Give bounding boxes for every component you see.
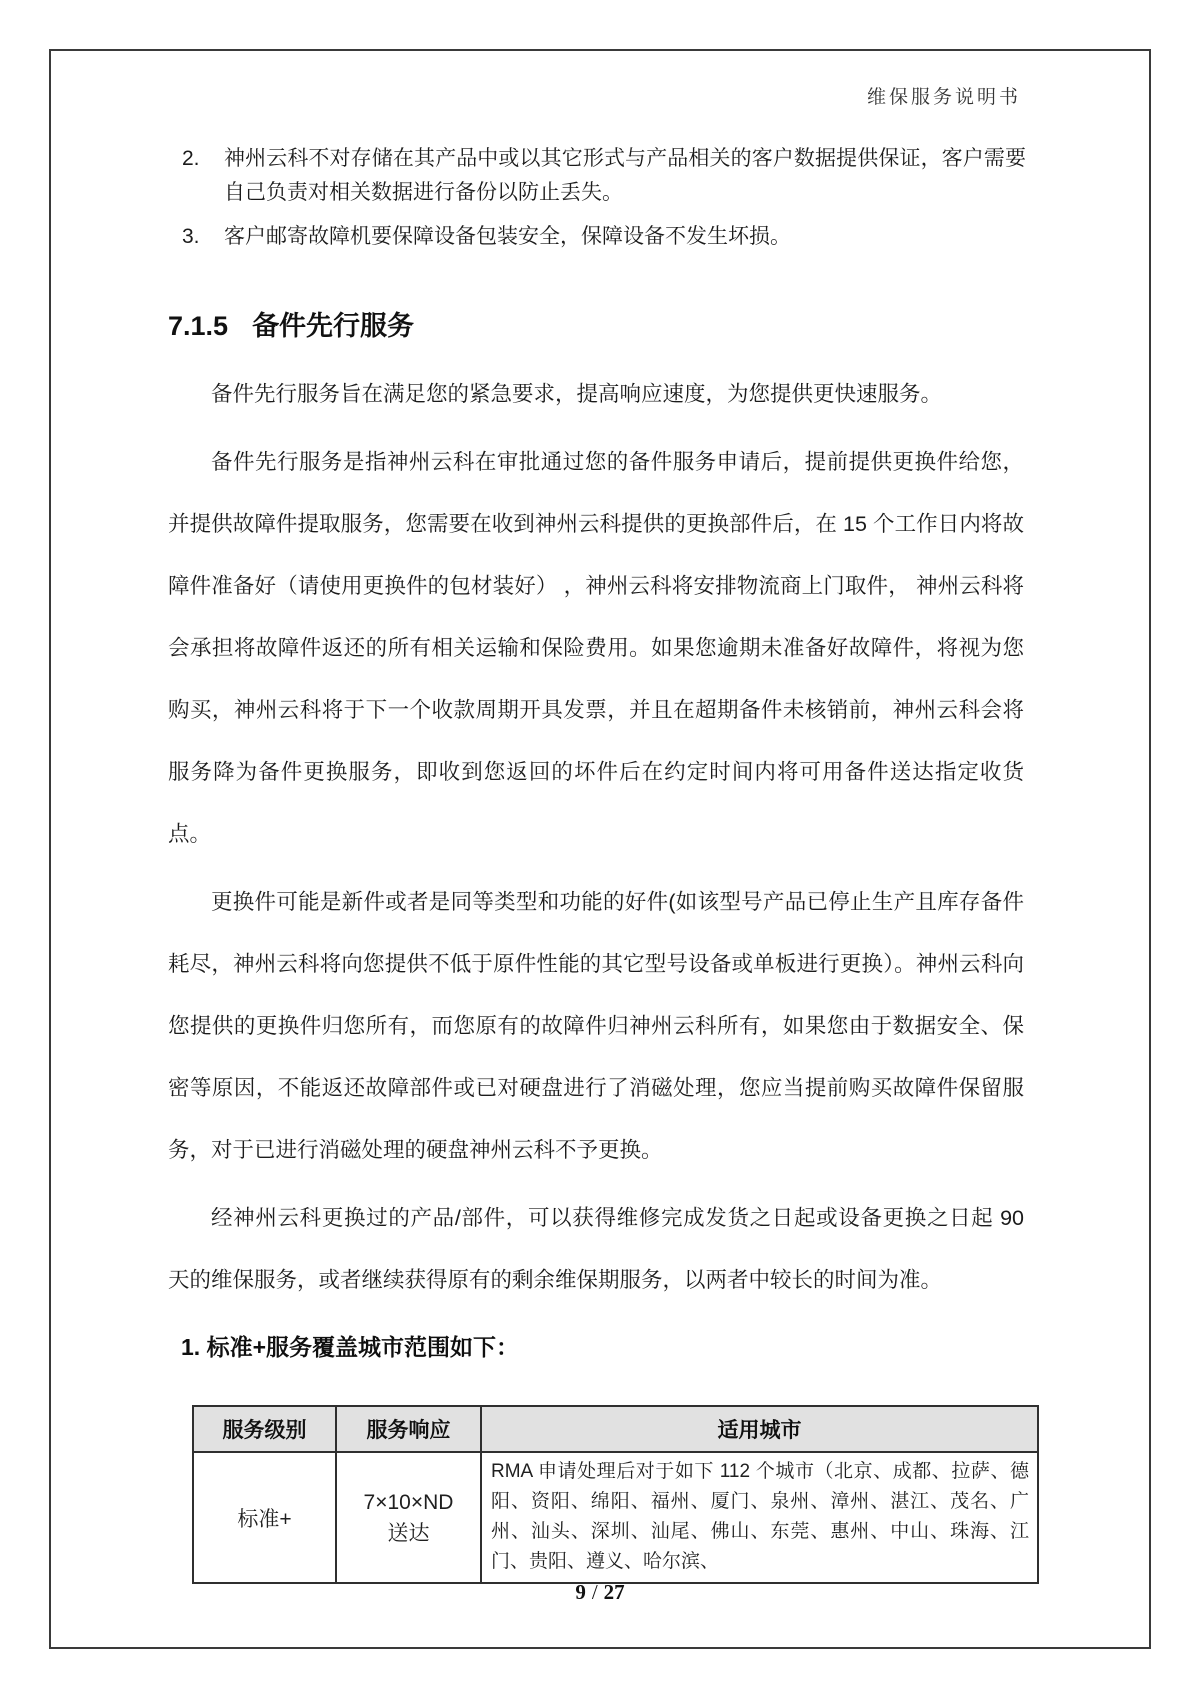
table-header-row — [193, 1406, 1038, 1452]
section-heading — [168, 304, 414, 343]
current-page-number: 9 — [575, 1580, 586, 1604]
section-number: 7.1.5 — [168, 311, 229, 341]
table-row — [193, 1452, 1038, 1583]
cell-service-response — [336, 1452, 481, 1583]
list-item-text: 客户邮寄故障机要保障设备包装安全，保障设备不发生坏损。 — [224, 225, 791, 248]
section-body — [168, 363, 1024, 1323]
list-item-number: 3. — [182, 225, 200, 248]
list-item-number: 2. — [182, 147, 200, 170]
page-number-footer — [0, 1580, 1200, 1605]
coverage-sub-heading: 1. 标准+服务覆盖城市范围如下： — [181, 1334, 520, 1360]
service-coverage-table — [192, 1405, 1039, 1584]
response-line-1: 7×10×ND — [363, 1490, 454, 1514]
section-title: 备件先行服务 — [252, 311, 415, 341]
response-line-2: 送达 — [387, 1521, 430, 1545]
page-number-separator: / — [591, 1580, 598, 1604]
table-header-service-level: 服务级别 — [193, 1406, 336, 1452]
cell-service-level: 标准+ — [193, 1452, 336, 1583]
table-header-applicable-cities: 适用城市 — [481, 1406, 1038, 1452]
list-item — [168, 142, 1026, 210]
paragraph: 备件先行服务是指神州云科在审批通过您的备件服务申请后，提前提供更换件给您，并提供故障件提取服务，您需要在收到神州云科提供的更换部件后，在 15 个工作日内将故障件准备好（请使用更换件的包材装好） ，神州云科将安排物流商上门取件， 神州云科将会承担将故障件返还的所有相关运输和保险费用。如果您逾期未准备好故障件，将视为您购买，神州云科将于下一个收款周期开具发票，并且在超期备件未核销前，神州云科会将服务降为备件更换服务，即收到您返回的坏件后在约定时间内将可用备件送达指定收货点。 — [168, 450, 1024, 846]
paragraph: 备件先行服务旨在满足您的紧急要求，提高响应速度，为您提供更快速服务。 — [211, 382, 943, 406]
cell-applicable-cities: RMA 申请处理后对于如下 112 个城市（北京、成都、拉萨、德阳、资阳、绵阳、福州、厦门、泉州、漳州、湛江、茂名、广州、汕头、深圳、汕尾、佛山、东莞、惠州、中山、珠海、江门、贵阳、遵义、哈尔滨、 — [481, 1452, 1038, 1583]
numbered-list — [168, 142, 1026, 254]
paragraph: 经神州云科更换过的产品/部件，可以获得维修完成发货之日起或设备更换之日起 90 天的维保服务，或者继续获得原有的剩余维保期服务，以两者中较长的时间为准。 — [168, 1206, 1024, 1292]
total-page-count: 27 — [603, 1580, 625, 1604]
paragraph: 更换件可能是新件或者是同等类型和功能的好件(如该型号产品已停止生产且库存备件耗尽，神州云科将向您提供不低于原件性能的其它型号设备或单板进行更换）。神州云科向您提供的更换件归您所有，而您原有的故障件归神州云科所有，如果您由于数据安全、保密等原因，不能返还故障部件或已对硬盘进行了消磁处理，您应当提前购买故障件保留服务，对于已进行消磁处理的硬盘神州云科不予更换。 — [168, 890, 1024, 1162]
table-header-service-response: 服务响应 — [336, 1406, 481, 1452]
list-item-text: 神州云科不对存储在其产品中或以其它形式与产品相关的客户数据提供保证，客户需要自己负责对相关数据进行备份以防止丢失。 — [224, 147, 1026, 204]
document-header-title: 维保服务说明书 — [866, 87, 1021, 108]
list-item — [168, 220, 1026, 254]
paragraph — [168, 1317, 1024, 1323]
